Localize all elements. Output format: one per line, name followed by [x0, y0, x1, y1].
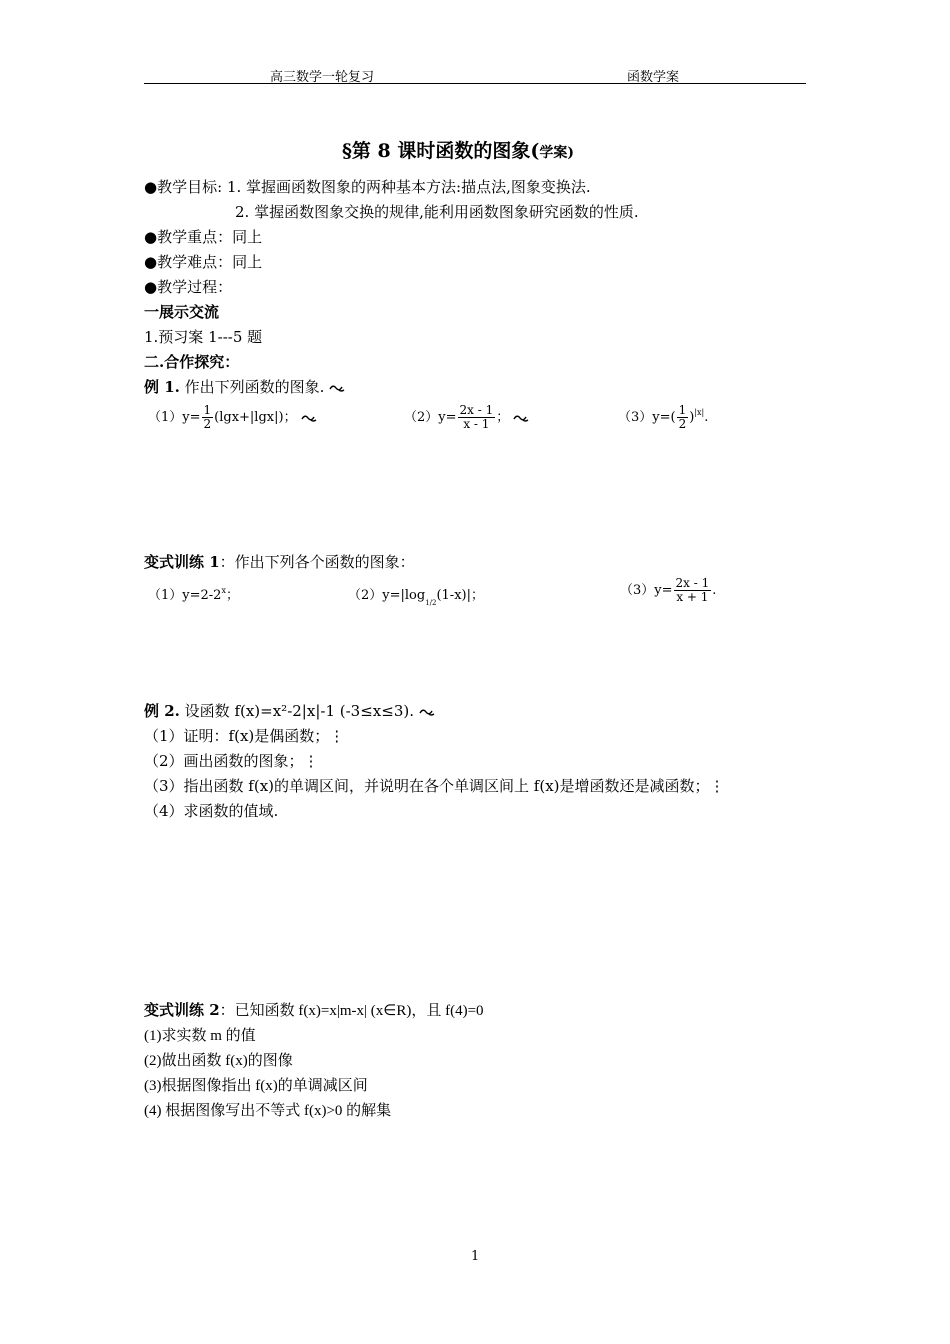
header-rule	[144, 83, 806, 84]
example1-label: 例 1.	[144, 378, 180, 396]
objectives-line1	[144, 176, 591, 197]
example2-q4: （4）求函数的值域.	[144, 802, 279, 820]
example1-line	[144, 376, 345, 397]
variant2-q4: (4) 根据图像写出不等式 f(x)>0 的解集	[144, 1103, 392, 1119]
variant2-q3: (3)根据图像指出 f(x)的单调减区间	[144, 1078, 368, 1094]
handwriting-mark-icon	[301, 413, 317, 423]
fraction-numerator: 1	[678, 403, 687, 417]
page-number: 1	[471, 1249, 480, 1264]
variant2-line	[144, 999, 484, 1020]
variant1-f3-fraction	[674, 577, 712, 604]
example1-f2	[404, 404, 529, 431]
example2-q3: （3）指出函数 f(x)的单调区间，并说明在各个单调区间上 f(x)是增函数还是减函数；⋮	[144, 777, 725, 795]
section1-item: 1.预习案 1---5 题	[144, 328, 263, 346]
key-point: ●教学重点：同上	[144, 228, 263, 246]
title-paren-close: )	[567, 145, 575, 161]
handwriting-mark-icon	[513, 413, 529, 423]
example2-line	[144, 700, 435, 721]
example1-f2-prefix: （2）y=	[404, 410, 457, 426]
handwriting-mark-icon	[419, 707, 435, 717]
header-right: 函数学案	[627, 70, 680, 85]
header-left: 高三数学一轮复习	[270, 70, 375, 85]
variant1-f3	[620, 577, 716, 604]
example1-f3-prefix: （3）y=(	[618, 410, 676, 426]
fraction-numerator: 1	[203, 403, 212, 417]
variant1-f3-end: .	[712, 583, 717, 599]
variant1-text: ：作出下列各个函数的图象：	[219, 553, 415, 571]
difficulty: ●教学难点：同上	[144, 253, 263, 271]
title-suffix: 学案	[539, 145, 568, 161]
process: ●教学过程：	[144, 278, 233, 296]
example1-f3-exponent: |x|	[694, 408, 705, 418]
title-main: §第 8 课时函数的图象	[342, 140, 531, 162]
handwriting-mark-icon	[329, 383, 345, 393]
example2-q1: （1）证明：f(x)是偶函数；⋮	[144, 727, 345, 745]
fraction-numerator: 2x - 1	[675, 576, 710, 590]
variant1-f1	[148, 584, 239, 603]
example1-f2-rest: ；	[496, 410, 510, 426]
example1-f1-prefix: （1）y=	[148, 410, 201, 426]
variant1-label: 变式训练 1	[144, 553, 220, 571]
example1-f3	[618, 404, 708, 431]
variant1-f1-end: ；	[225, 588, 239, 603]
variant1-f2-end: (1-x)|；	[436, 588, 484, 603]
variant2-q2: (2)做出函数 f(x)的图像	[144, 1053, 293, 1069]
objective-1: 1. 掌握画函数图象的两种基本方法:描点法,图象变换法.	[226, 178, 591, 196]
example2-q2: （2）画出函数的图象；⋮	[144, 752, 319, 770]
variant1-f1-exponent: x	[221, 586, 226, 595]
variant1-line	[144, 551, 415, 572]
section2-heading: 二.合作探究：	[144, 353, 240, 371]
fraction-denominator: x - 1	[463, 417, 490, 432]
section1-heading: 一展示交流	[144, 303, 220, 321]
example1-f2-fraction	[458, 404, 496, 431]
variant1-f3-prefix: （3）y=	[620, 583, 673, 599]
title-paren-open: (	[530, 140, 540, 162]
example2-text: 设函数 f(x)=x²-2|x|-1 (-3≤x≤3).	[184, 702, 414, 720]
example1-f1-rest: (lgx+|lgx|)；	[214, 410, 297, 426]
fraction-numerator: 2x - 1	[459, 403, 494, 417]
example1-f3-end: .	[704, 410, 709, 426]
objective-2: 2. 掌握函数图象交换的规律,能利用函数图象研究函数的性质.	[235, 203, 639, 221]
variant1-f2	[348, 584, 484, 607]
page-title	[342, 136, 574, 163]
fraction-denominator: x + 1	[676, 590, 709, 605]
objectives-label: ●教学目标:	[144, 178, 223, 196]
example1-f3-close: )	[689, 410, 695, 426]
example1-f1-fraction	[202, 404, 214, 431]
example2-label: 例 2.	[144, 702, 180, 720]
variant2-text: ：已知函数 f(x)=x|m-x| (x∈R)，且 f(4)=0	[219, 1003, 484, 1019]
fraction-denominator: 2	[203, 417, 212, 432]
example1-f1	[148, 404, 317, 431]
variant1-f1-text: （1）y=2-2	[148, 588, 222, 603]
variant1-f2-base: 1/2	[425, 599, 437, 607]
fraction-denominator: 2	[678, 417, 687, 432]
variant2-q1: (1)求实数 m 的值	[144, 1028, 256, 1044]
example1-text: 作出下列函数的图象.	[184, 378, 325, 396]
variant1-f2-text: （2）y=|log	[348, 588, 426, 603]
example1-f3-fraction	[677, 404, 689, 431]
variant2-label: 变式训练 2	[144, 1001, 220, 1019]
